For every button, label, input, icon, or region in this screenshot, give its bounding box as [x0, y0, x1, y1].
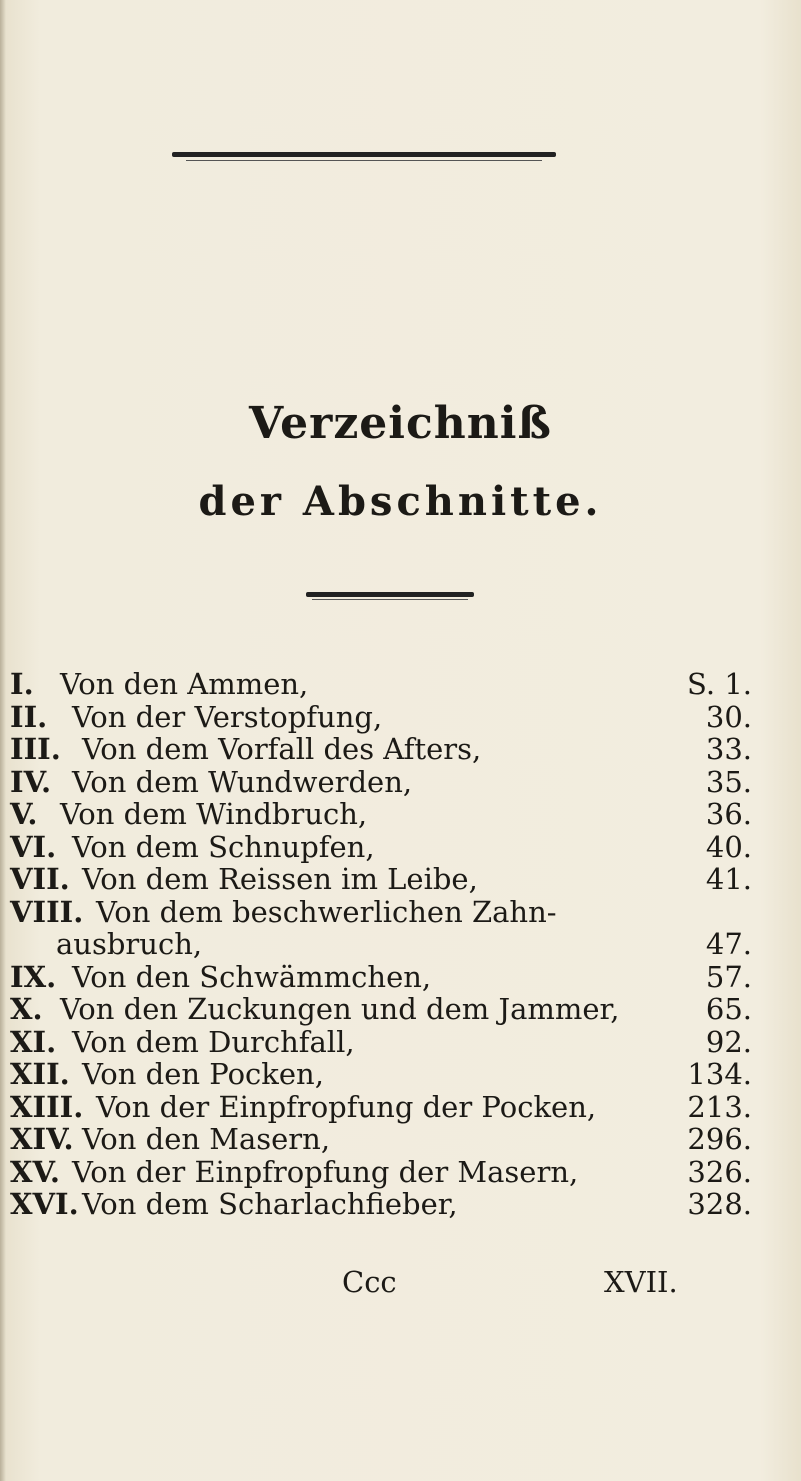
page-edge-shadow [0, 0, 6, 1481]
toc-entry-number: X. [10, 992, 43, 1026]
toc-entry-title: Von den Pocken, [82, 1057, 324, 1091]
toc-entry-page: 65. [705, 992, 752, 1026]
toc-entry-page: 30. [705, 699, 752, 734]
toc-entry-number: XI. [10, 1024, 57, 1059]
toc-entry-title: Von den Zuckungen und dem Jammer, [60, 992, 620, 1026]
toc-entry-title: Von den Ammen, [60, 667, 309, 701]
toc-entry [10, 1156, 780, 1189]
toc-entry-title: Von den Schwämmchen, [72, 959, 432, 994]
toc-entry-number: V. [10, 797, 38, 831]
toc-entry-title: Von der Einpfropfung der Pocken, [96, 1089, 597, 1124]
toc-entry-title: Von den Masern, [82, 1122, 331, 1156]
toc-entry-page: 57. [705, 959, 752, 994]
toc-entry-title: Von der Verstopfung, [72, 699, 383, 734]
toc-entry-number: VII. [10, 862, 70, 896]
toc-entry [10, 863, 780, 896]
toc-entry-number: IX. [10, 959, 57, 994]
toc-entry-page: S. 1. [687, 667, 752, 701]
toc-entry [10, 668, 780, 701]
divider-rule [306, 592, 474, 597]
toc-entry-number: I. [10, 667, 34, 701]
toc-entry-page: 40. [705, 829, 752, 864]
toc-entry-page: 328. [687, 1187, 752, 1221]
toc-entry-title: Von dem Durchfall, [72, 1024, 355, 1059]
toc-entry [10, 928, 780, 961]
toc-entry-title: Von dem Vorfall des Afters, [82, 732, 482, 766]
top-ornament-thin-rule [186, 160, 542, 161]
toc-entry [10, 961, 780, 994]
toc-entry-page: 36. [705, 797, 752, 831]
toc-entry-number: XII. [10, 1057, 70, 1091]
toc-entry [10, 766, 780, 799]
toc-entry [10, 896, 780, 929]
toc-entry-number: XIII. [10, 1089, 84, 1124]
toc-entry-page: 134. [687, 1057, 752, 1091]
toc-entry [10, 831, 780, 864]
toc-entry-page: 92. [705, 1024, 752, 1059]
toc-entry [10, 1123, 780, 1156]
toc-entry-page: 33. [705, 732, 752, 766]
toc-entry-number: VI. [10, 829, 57, 864]
toc-entry [10, 733, 780, 766]
toc-entry-title: Von dem beschwerlichen Zahn- [96, 894, 557, 929]
page-subtitle: der Abschnitte. [198, 478, 603, 525]
toc-entry-number: XV. [10, 1154, 61, 1189]
divider-thin-rule [312, 599, 468, 600]
toc-entry-title: Von dem Windbruch, [60, 797, 368, 831]
toc-entry-title: Von der Einpfropfung der Masern, [72, 1154, 579, 1189]
table-of-contents [10, 668, 780, 1221]
toc-entry-number: XVI. [10, 1187, 79, 1221]
page-title: Verzeichniß [249, 398, 552, 449]
toc-entry [10, 701, 780, 734]
toc-entry [10, 798, 780, 831]
toc-entry-page: 35. [705, 764, 752, 799]
signature-mark: Ccc [342, 1265, 397, 1299]
toc-entry-title: Von dem Reissen im Leibe, [82, 862, 478, 896]
toc-entry-title: ausbruch, [56, 927, 203, 961]
toc-entry-page: 47. [705, 927, 752, 961]
toc-entry [10, 1058, 780, 1091]
toc-entry-title: Von dem Wundwerden, [72, 764, 413, 799]
catchword: XVII. [604, 1265, 678, 1299]
toc-entry [10, 1026, 780, 1059]
toc-entry [10, 1188, 780, 1221]
toc-entry-number: IV. [10, 764, 52, 799]
top-ornament-rule [172, 152, 556, 157]
toc-entry-title: Von dem Schnupfen, [72, 829, 375, 864]
toc-entry-page: 41. [705, 862, 752, 896]
toc-entry-title: Von dem Scharlachfieber, [82, 1187, 458, 1221]
toc-entry [10, 993, 780, 1026]
toc-entry-page: 213. [687, 1089, 752, 1124]
toc-entry [10, 1091, 780, 1124]
toc-entry-page: 296. [687, 1122, 752, 1156]
toc-entry-number: III. [10, 732, 61, 766]
toc-entry-number: XIV. [10, 1122, 74, 1156]
toc-entry-number: VIII. [10, 894, 84, 929]
toc-entry-number: II. [10, 699, 48, 734]
toc-entry-page: 326. [687, 1154, 752, 1189]
